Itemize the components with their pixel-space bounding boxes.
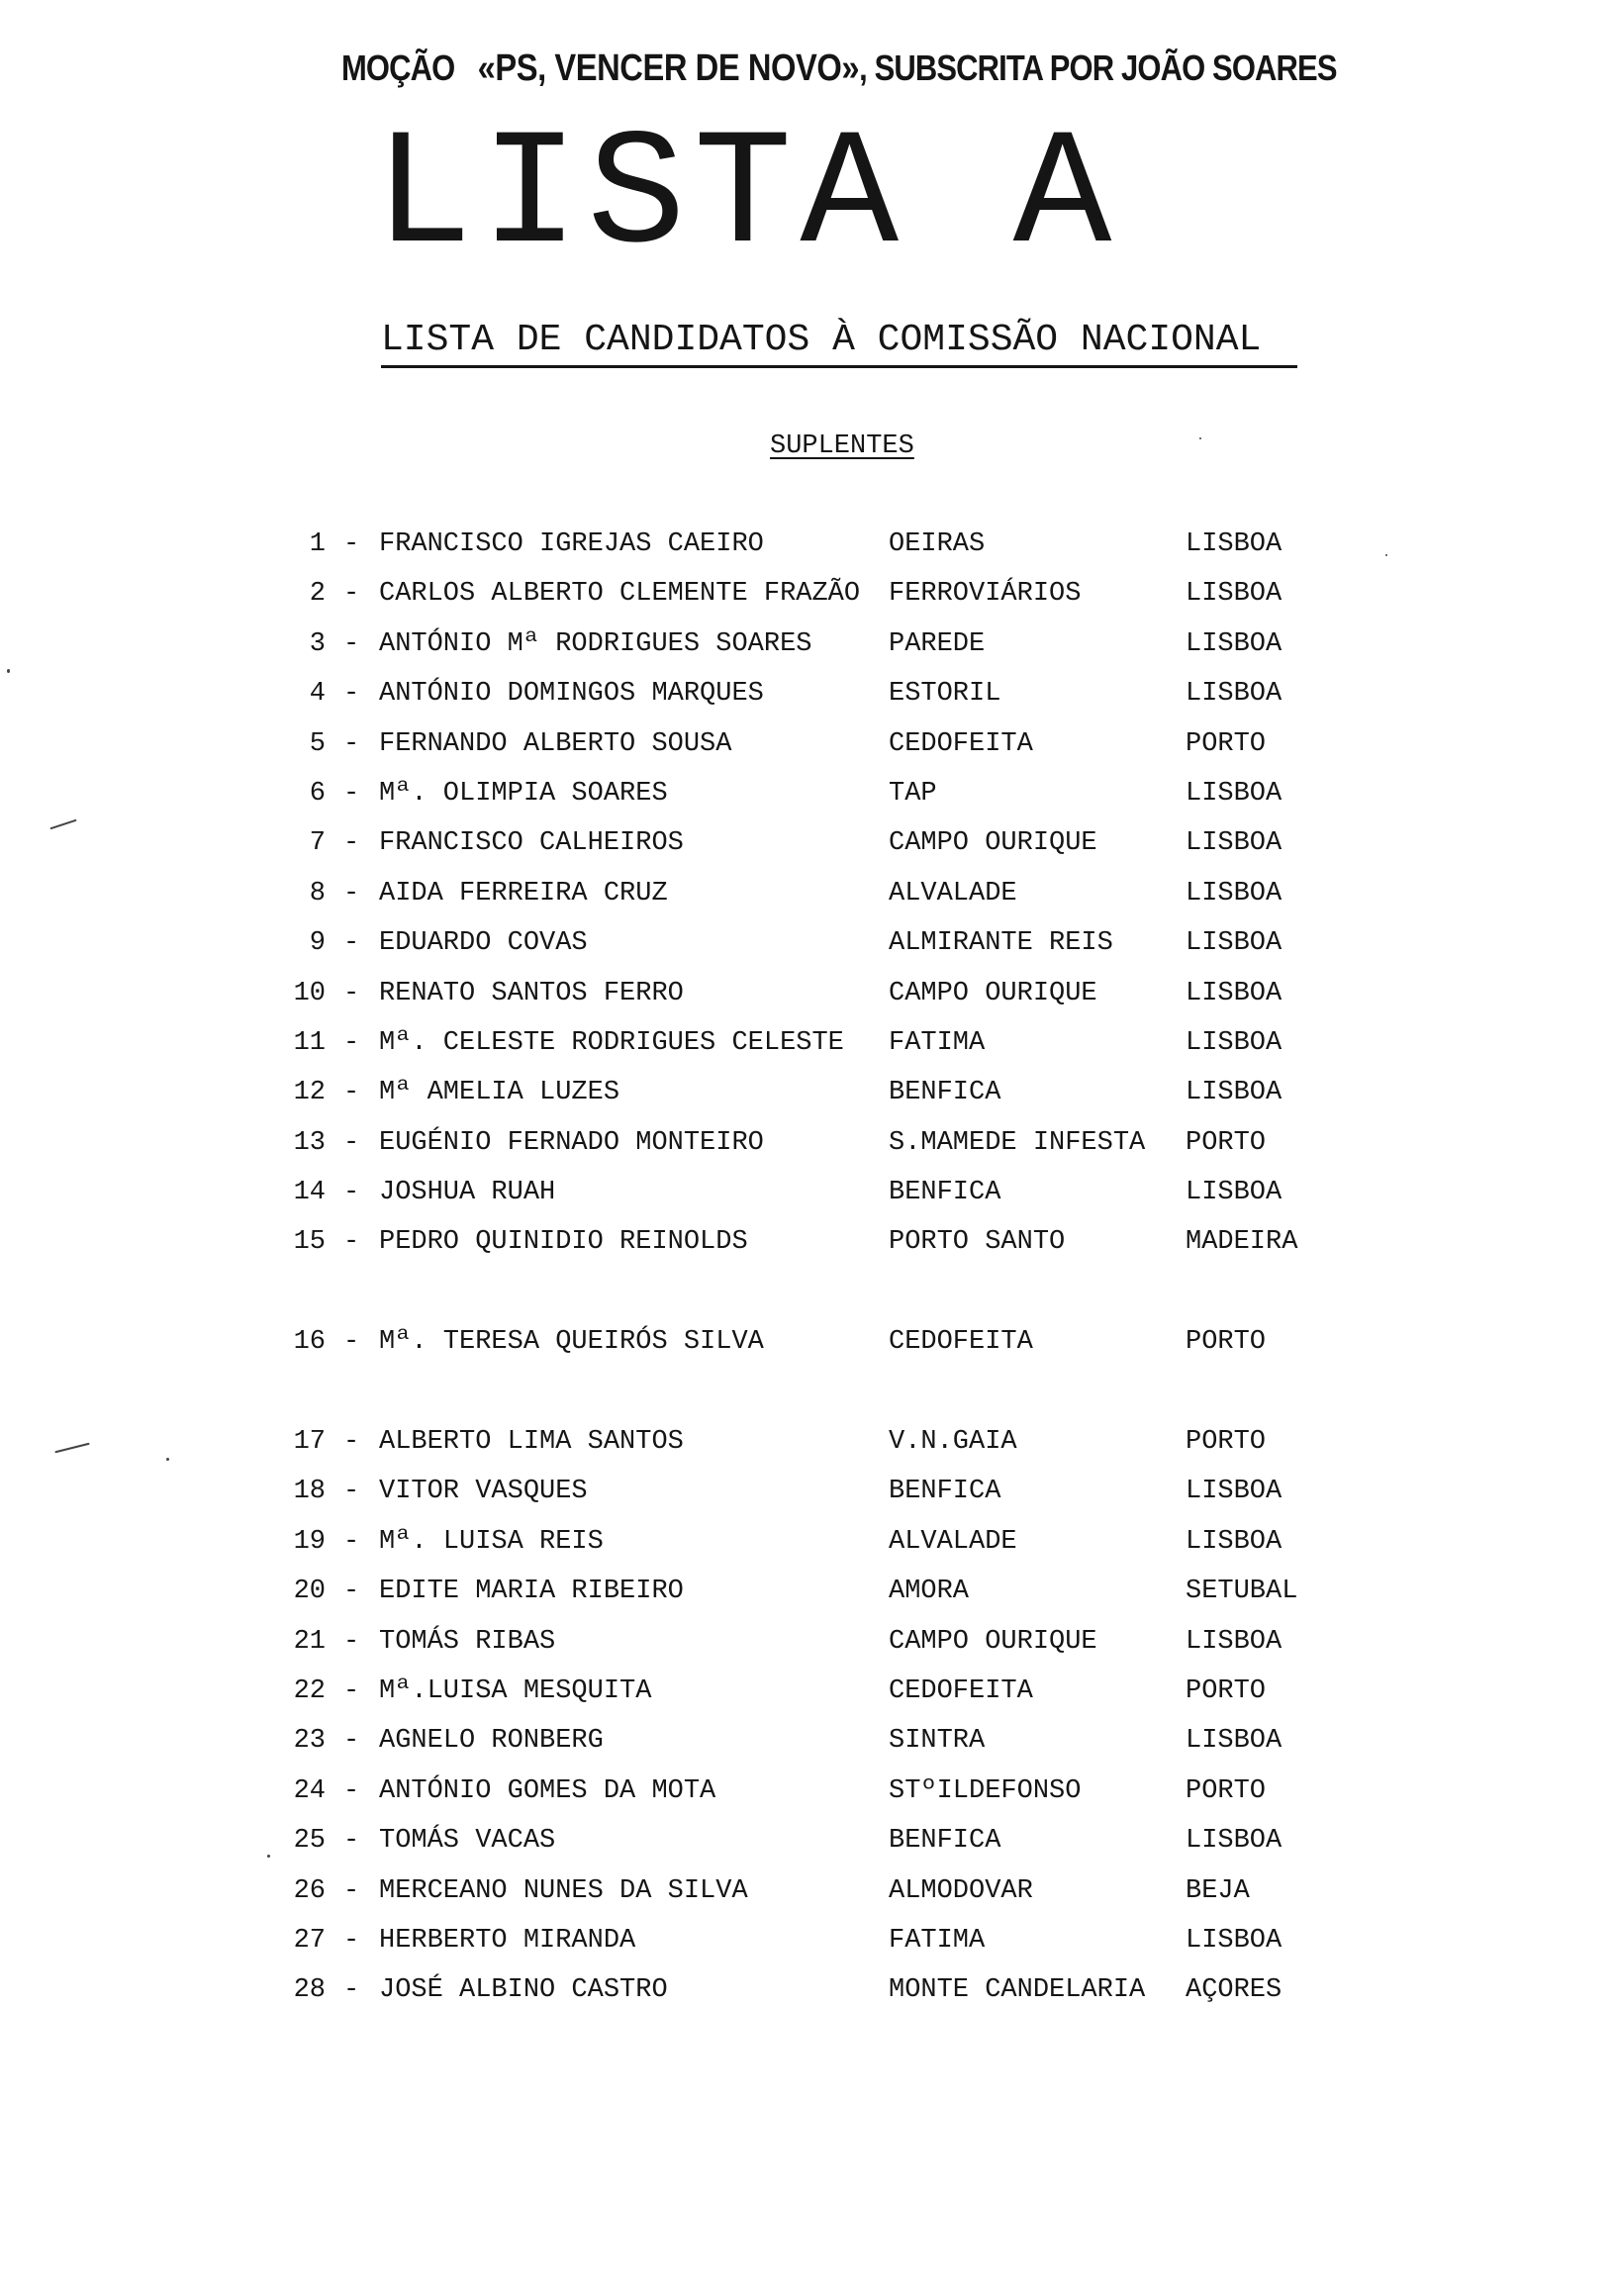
candidate-district: LISBOA [1186,928,1282,959]
candidate-number: 22 [293,1675,326,1706]
candidate-number: 26 [293,1875,326,1906]
candidate-section: CEDOFEITA [889,1327,1033,1358]
list-title: LISTA A [374,104,1120,290]
candidate-section: SINTRA [889,1726,986,1757]
candidate-row [0,1028,1615,1078]
candidate-section: ALMODOVAR [889,1875,1033,1906]
candidate-separator: - [343,828,360,859]
candidate-row [0,928,1615,978]
candidate-separator: - [343,1875,360,1906]
candidate-section: S.MAMEDE INFESTA [889,1127,1146,1158]
candidate-district: PORTO [1186,1427,1267,1458]
candidate-separator: - [343,1975,360,2006]
candidate-district: LISBOA [1186,628,1282,659]
candidate-row [0,1128,1615,1178]
candidate-number: 8 [309,878,326,909]
candidate-district: LISBOA [1186,1925,1282,1956]
candidate-name: JOSÉ ALBINO CASTRO [379,1975,668,2006]
candidate-number: 6 [309,778,326,809]
candidate-number: 17 [293,1427,326,1458]
candidate-separator: - [343,1427,360,1458]
candidate-row [0,1726,1615,1775]
candidate-section: ALMIRANTE REIS [889,928,1113,959]
candidate-separator: - [343,1327,360,1358]
candidate-section: FATIMA [889,1027,986,1058]
scan-speck [1199,437,1201,439]
list-subtitle: LISTA DE CANDIDATOS À COMISSÃO NACIONAL [381,319,1297,368]
candidate-row [0,1078,1615,1127]
candidate-name: EUGÉNIO FERNADO MONTEIRO [379,1127,764,1158]
candidate-section: PORTO SANTO [889,1227,1066,1258]
candidate-number: 20 [293,1577,326,1607]
candidate-section: STºILDEFONSO [889,1775,1082,1806]
candidate-number: 7 [309,828,326,859]
candidate-name: JOSHUA RUAH [379,1178,556,1208]
candidate-name: ANTÓNIO Mª RODRIGUES SOARES [379,628,812,659]
candidate-number: 12 [293,1078,326,1108]
candidate-row [0,1527,1615,1577]
candidate-section: BENFICA [889,1178,1001,1208]
candidate-number: 15 [293,1227,326,1258]
candidate-section: ALVALADE [889,878,1017,909]
candidate-number: 1 [309,529,326,559]
scan-speck [166,1458,169,1461]
candidate-section: V.N.GAIA [889,1427,1017,1458]
candidate-district: LISBOA [1186,1477,1282,1507]
candidate-separator: - [343,1826,360,1857]
candidate-name: TOMÁS RIBAS [379,1626,556,1657]
candidate-section: BENFICA [889,1477,1001,1507]
candidate-row [0,779,1615,828]
candidate-district: AÇORES [1186,1975,1282,2006]
candidate-section: MONTE CANDELARIA [889,1975,1146,2006]
candidate-district: LISBOA [1186,828,1282,859]
candidate-number: 13 [293,1127,326,1158]
candidate-separator: - [343,1726,360,1757]
candidate-separator: - [343,1078,360,1108]
candidate-name: CARLOS ALBERTO CLEMENTE FRAZÃO [379,579,861,610]
scan-speck [7,669,10,673]
candidate-number: 21 [293,1626,326,1657]
candidate-name: Mª. OLIMPIA SOARES [379,778,668,809]
candidate-number: 9 [309,928,326,959]
candidate-row [0,979,1615,1028]
candidate-row [0,1676,1615,1726]
candidate-name: AGNELO RONBERG [379,1726,604,1757]
candidate-number: 3 [309,628,326,659]
candidate-separator: - [343,628,360,659]
candidate-district: LISBOA [1186,1178,1282,1208]
candidate-section: CAMPO OURIQUE [889,978,1097,1008]
candidate-section: BENFICA [889,1078,1001,1108]
candidate-section: CEDOFEITA [889,1675,1033,1706]
candidate-row [0,629,1615,679]
candidate-separator: - [343,1526,360,1557]
candidate-row [0,879,1615,928]
candidate-name: MERCEANO NUNES DA SILVA [379,1875,748,1906]
candidate-number: 16 [293,1327,326,1358]
candidate-separator: - [343,579,360,610]
candidate-number: 11 [293,1027,326,1058]
candidate-name: Mª.LUISA MESQUITA [379,1675,652,1706]
candidate-district: MADEIRA [1186,1227,1298,1258]
candidate-number: 14 [293,1178,326,1208]
candidate-row [0,1826,1615,1875]
scan-speck [1385,554,1387,556]
candidate-district: LISBOA [1186,878,1282,909]
candidate-row [0,1327,1615,1377]
candidate-section: FERROVIÁRIOS [889,579,1082,610]
candidate-separator: - [343,1178,360,1208]
candidate-number: 28 [293,1975,326,2006]
candidate-number: 4 [309,679,326,710]
candidate-number: 25 [293,1826,326,1857]
candidate-separator: - [343,1227,360,1258]
candidate-separator: - [343,1477,360,1507]
motion-prefix: MOÇÃO [341,48,455,88]
candidate-section: TAP [889,778,937,809]
candidate-separator: - [343,778,360,809]
candidate-district: PORTO [1186,728,1267,759]
candidate-separator: - [343,728,360,759]
candidate-name: RENATO SANTOS FERRO [379,978,684,1008]
candidate-name: PEDRO QUINIDIO REINOLDS [379,1227,748,1258]
candidate-section: ESTORIL [889,679,1001,710]
motion-suffix: , SUBSCRITA POR JOÃO SOARES [859,48,1337,88]
motion-title: «PS, VENCER DE NOVO» [477,48,860,89]
candidate-list [0,529,1615,2026]
section-heading: SUPLENTES [770,431,914,461]
candidate-section: CAMPO OURIQUE [889,1626,1097,1657]
candidate-name: FRANCISCO CALHEIROS [379,828,684,859]
candidate-name: ALBERTO LIMA SANTOS [379,1427,684,1458]
candidate-name: Mª AMELIA LUZES [379,1078,620,1108]
candidate-row [0,1627,1615,1676]
candidate-separator: - [343,679,360,710]
candidate-district: LISBOA [1186,1826,1282,1857]
candidate-number: 10 [293,978,326,1008]
candidate-district: BEJA [1186,1875,1250,1906]
candidate-district: LISBOA [1186,1078,1282,1108]
candidate-number: 2 [309,579,326,610]
candidate-name: AIDA FERREIRA CRUZ [379,878,668,909]
candidate-separator: - [343,1027,360,1058]
candidate-row [0,1178,1615,1227]
candidate-section: BENFICA [889,1826,1001,1857]
candidate-section: AMORA [889,1577,970,1607]
candidate-name: VITOR VASQUES [379,1477,588,1507]
candidate-district: LISBOA [1186,529,1282,559]
candidate-district: LISBOA [1186,1626,1282,1657]
candidate-section: CEDOFEITA [889,728,1033,759]
candidate-row [0,729,1615,779]
candidate-row [0,1876,1615,1926]
candidate-district: LISBOA [1186,579,1282,610]
scan-speck [267,1855,270,1858]
candidate-name: FRANCISCO IGREJAS CAEIRO [379,529,764,559]
candidate-separator: - [343,928,360,959]
candidate-name: Mª. TERESA QUEIRÓS SILVA [379,1327,764,1358]
candidate-separator: - [343,1577,360,1607]
candidate-row [0,579,1615,628]
candidate-name: FERNANDO ALBERTO SOUSA [379,728,732,759]
candidate-name: Mª. LUISA REIS [379,1526,604,1557]
candidate-district: LISBOA [1186,1027,1282,1058]
candidate-district: LISBOA [1186,679,1282,710]
candidate-section: PAREDE [889,628,986,659]
candidate-row [0,1975,1615,2025]
candidate-separator: - [343,1127,360,1158]
candidate-district: LISBOA [1186,1526,1282,1557]
candidate-district: LISBOA [1186,778,1282,809]
candidate-row [0,1227,1615,1277]
candidate-name: Mª. CELESTE RODRIGUES CELESTE [379,1027,844,1058]
candidate-number: 23 [293,1726,326,1757]
candidate-separator: - [343,1675,360,1706]
candidate-row [0,1577,1615,1626]
candidate-section: FATIMA [889,1925,986,1956]
candidate-number: 27 [293,1925,326,1956]
candidate-district: SETUBAL [1186,1577,1298,1607]
candidate-district: PORTO [1186,1675,1267,1706]
candidate-section: ALVALADE [889,1526,1017,1557]
candidate-separator: - [343,529,360,559]
candidate-number: 24 [293,1775,326,1806]
candidate-row [0,828,1615,878]
candidate-row [0,1477,1615,1526]
candidate-district: PORTO [1186,1775,1267,1806]
candidate-row [0,679,1615,728]
candidate-separator: - [343,1925,360,1956]
motion-header [341,48,1337,90]
candidate-separator: - [343,1775,360,1806]
candidate-district: PORTO [1186,1327,1267,1358]
candidate-number: 18 [293,1477,326,1507]
candidate-name: ANTÓNIO GOMES DA MOTA [379,1775,716,1806]
candidate-number: 19 [293,1526,326,1557]
candidate-name: ANTÓNIO DOMINGOS MARQUES [379,679,764,710]
candidate-name: HERBERTO MIRANDA [379,1925,636,1956]
candidate-name: EDITE MARIA RIBEIRO [379,1577,684,1607]
candidate-number: 5 [309,728,326,759]
candidate-row [0,1427,1615,1477]
candidate-separator: - [343,878,360,909]
candidate-district: PORTO [1186,1127,1267,1158]
candidate-row [0,1926,1615,1975]
candidate-district: LISBOA [1186,978,1282,1008]
candidate-row [0,1776,1615,1826]
candidate-section: CAMPO OURIQUE [889,828,1097,859]
candidate-name: TOMÁS VACAS [379,1826,556,1857]
candidate-separator: - [343,978,360,1008]
candidate-separator: - [343,1626,360,1657]
candidate-row [0,529,1615,579]
candidate-district: LISBOA [1186,1726,1282,1757]
candidate-section: OEIRAS [889,529,986,559]
candidate-name: EDUARDO COVAS [379,928,588,959]
